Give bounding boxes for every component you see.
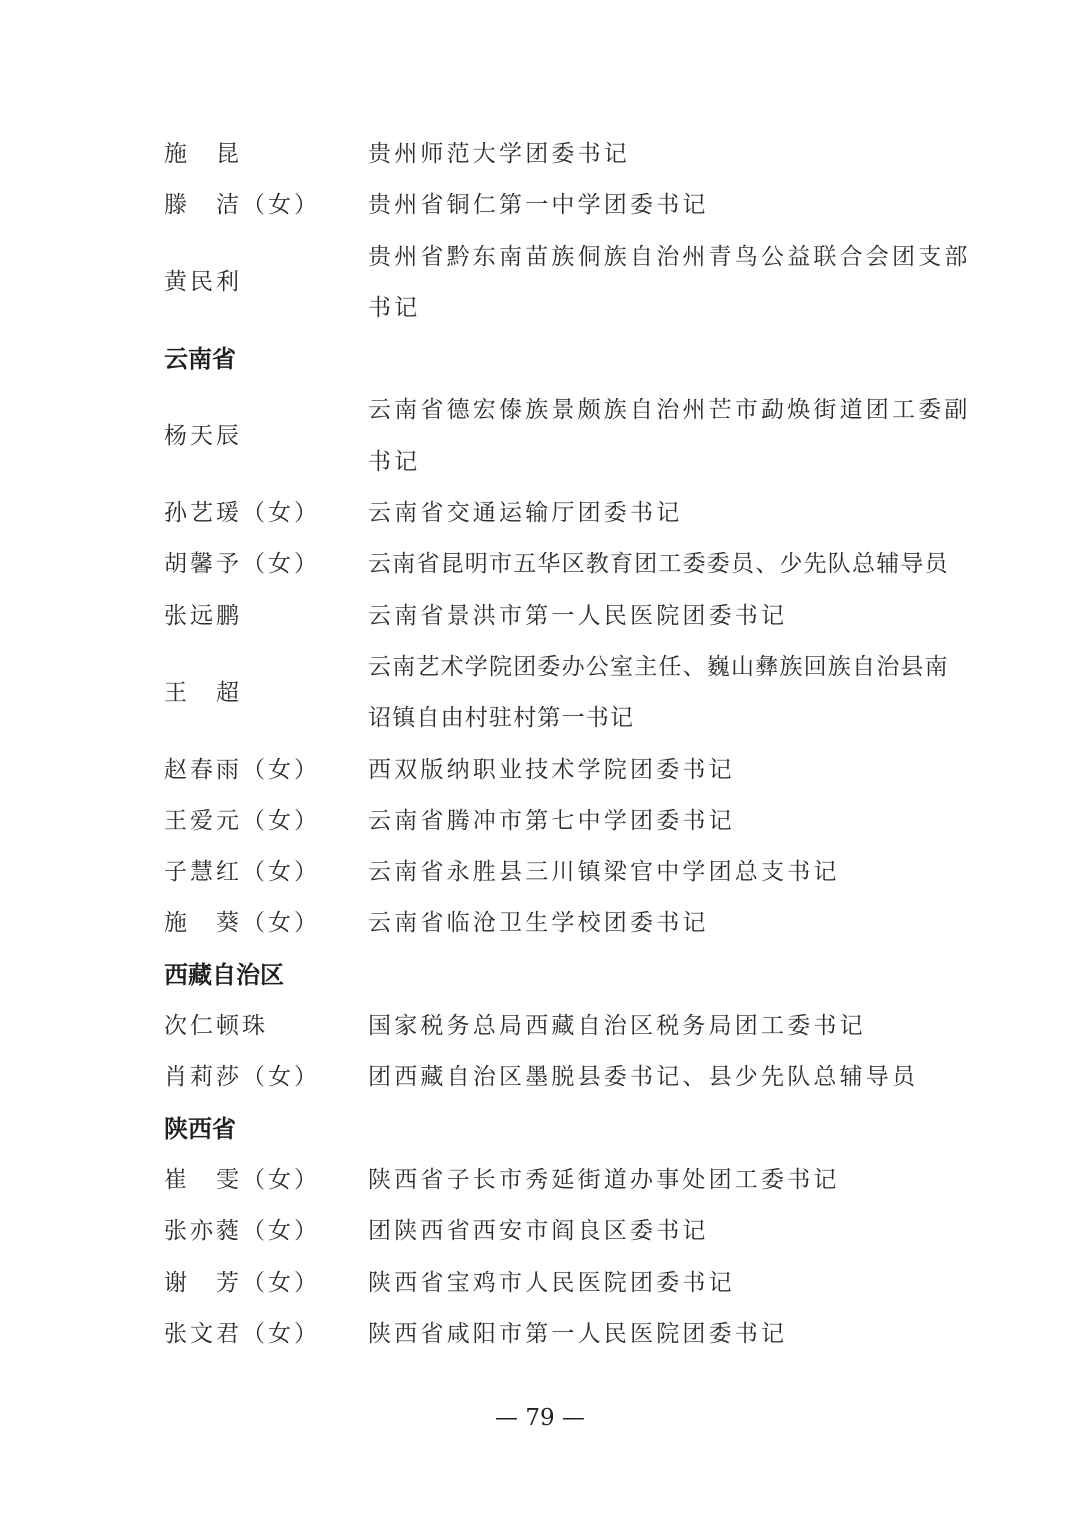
member-name: 张亦蕤（女） (164, 1218, 320, 1245)
member-title: 云南省腾冲市第七中学团委书记 (368, 807, 735, 834)
list-item (164, 1206, 984, 1257)
member-name: 肖莉莎（女） (164, 1064, 320, 1091)
list-item (164, 847, 984, 898)
list-item (164, 591, 984, 642)
member-title: 团陕西省西安市阎良区委书记 (368, 1218, 709, 1245)
member-name: 崔 雯（女） (164, 1166, 320, 1193)
member-name: 胡馨予（女） (164, 551, 320, 578)
page-number: — 79 — (495, 1405, 585, 1431)
member-name: 王 超 (164, 679, 242, 706)
section-heading: 西藏自治区 (164, 960, 284, 989)
member-name: 赵春雨（女） (164, 756, 320, 783)
section-heading: 云南省 (164, 345, 236, 374)
member-name: 张远鹏 (164, 602, 242, 629)
member-title: 云南省德宏傣族景颇族自治州芒市勐焕街道团工委副书记 (368, 397, 971, 475)
member-title: 云南省临沧卫生学校团委书记 (368, 910, 709, 937)
section-heading: 陕西省 (164, 1114, 236, 1143)
member-title: 陕西省子长市秀延街道办事处团工委书记 (368, 1166, 840, 1193)
member-title: 云南省昆明市五华区教育团工委委员、少先队总辅导员 (368, 551, 949, 578)
member-title: 贵州省铜仁第一中学团委书记 (368, 192, 709, 219)
member-title: 云南省交通运输厅团委书记 (368, 500, 683, 527)
list-item (164, 796, 984, 847)
list-item (164, 129, 984, 180)
list-item (164, 1309, 984, 1360)
list-item (164, 180, 984, 231)
list-item (164, 539, 984, 590)
member-name: 子慧红（女） (164, 859, 320, 886)
member-name: 施 昆 (164, 141, 242, 167)
member-title: 贵州师范大学团委书记 (368, 141, 630, 167)
member-name: 杨天辰 (164, 423, 242, 450)
list-item (164, 642, 984, 745)
member-title: 陕西省咸阳市第一人民医院团委书记 (368, 1320, 788, 1347)
member-title: 西双版纳职业技术学院团委书记 (368, 756, 735, 783)
list-item (164, 745, 984, 796)
member-name: 孙艺瑗（女） (164, 500, 320, 527)
member-name: 谢 芳（女） (164, 1269, 320, 1296)
list-item (164, 1258, 984, 1309)
list-item (164, 232, 984, 335)
member-title: 云南艺术学院团委办公室主任、巍山彝族回族自治县南诏镇自由村驻村第一书记 (368, 653, 949, 732)
member-title: 贵州省黔东南苗族侗族自治州青鸟公益联合会团支部书记 (368, 243, 971, 321)
member-title: 陕西省宝鸡市人民医院团委书记 (368, 1269, 735, 1296)
member-name: 王爱元（女） (164, 807, 320, 834)
member-title: 国家税务总局西藏自治区税务局团工委书记 (368, 1013, 866, 1040)
list-item (164, 1001, 984, 1052)
member-name: 张文君（女） (164, 1320, 320, 1347)
list-item (164, 1155, 984, 1206)
member-list (164, 129, 984, 1360)
member-name: 黄民利 (164, 269, 242, 296)
list-item (164, 385, 984, 488)
member-name: 次仁顿珠 (164, 1013, 268, 1040)
list-item (164, 1052, 984, 1103)
member-title: 云南省永胜县三川镇梁官中学团总支书记 (368, 859, 840, 886)
member-title: 云南省景洪市第一人民医院团委书记 (368, 602, 788, 629)
member-name: 施 葵（女） (164, 910, 320, 937)
list-item (164, 898, 984, 949)
member-name: 滕 洁（女） (164, 192, 320, 219)
member-title: 团西藏自治区墨脱县委书记、县少先队总辅导员 (368, 1064, 919, 1091)
list-item (164, 488, 984, 539)
